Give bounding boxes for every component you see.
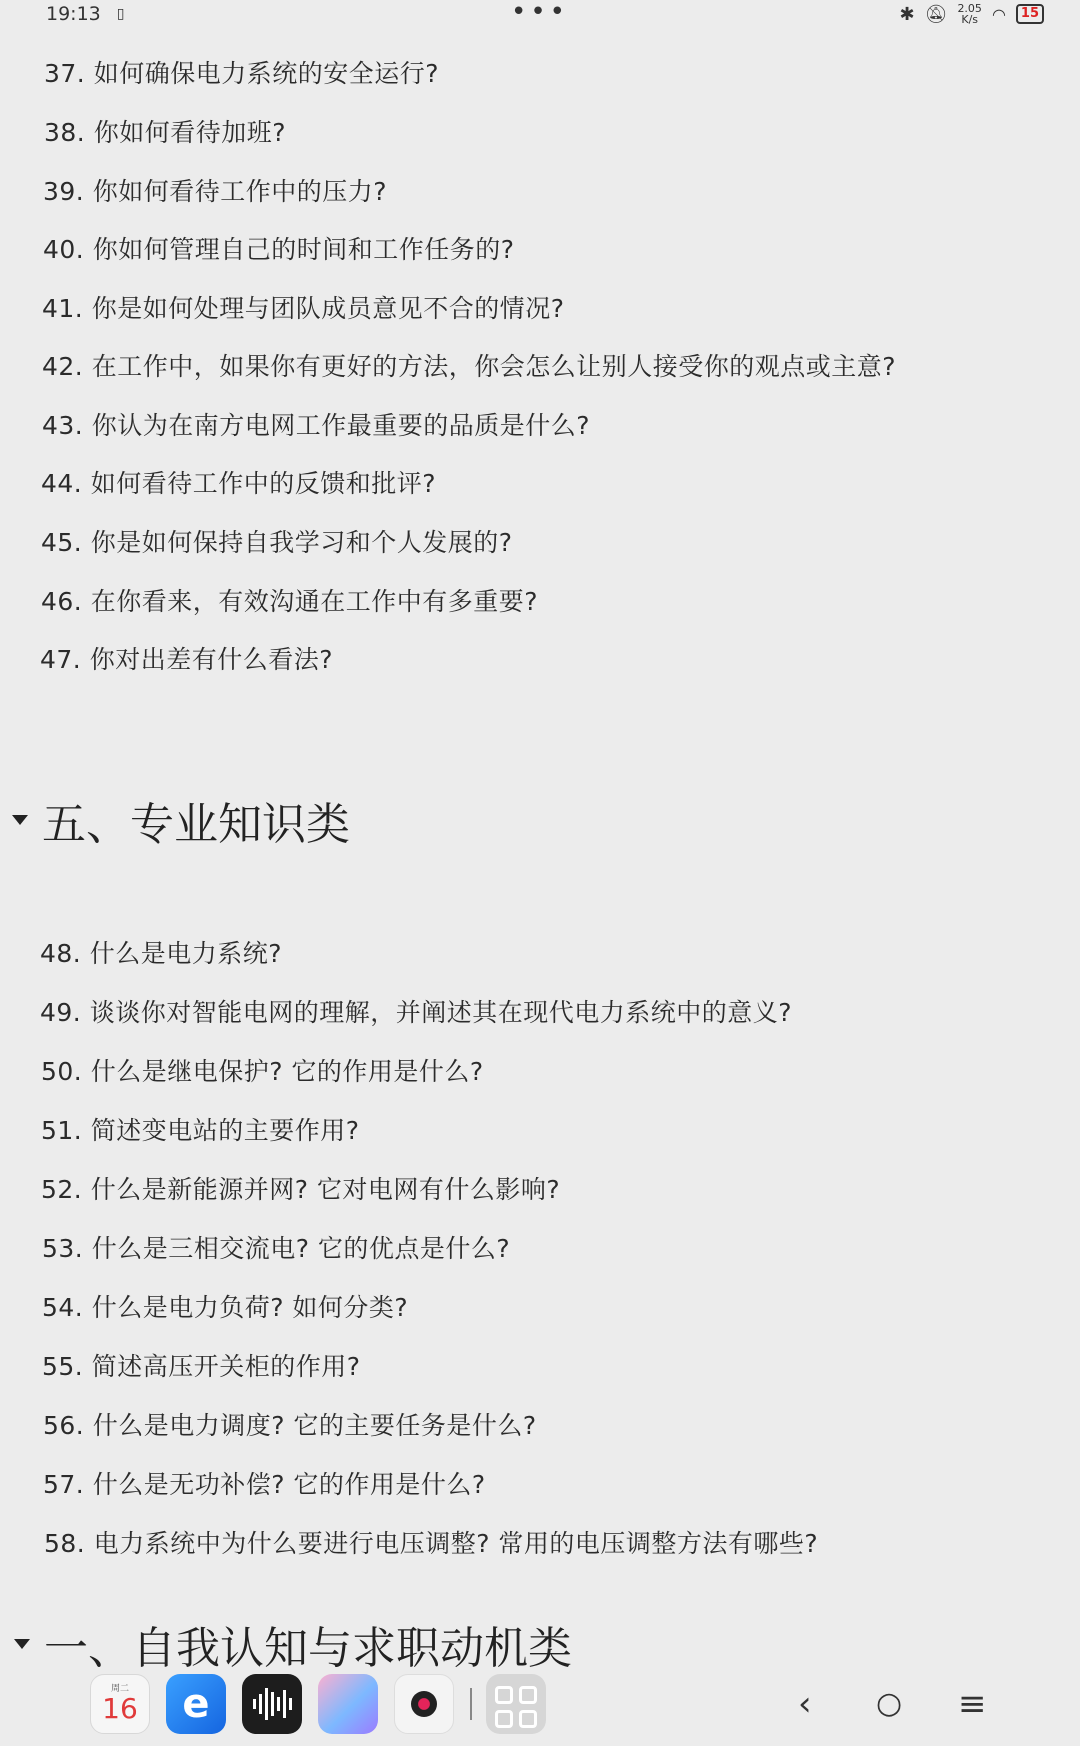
status-left bbox=[46, 3, 124, 25]
list-item: 38. 你如何看待加班? bbox=[44, 118, 286, 147]
list-item: 47. 你对出差有什么看法? bbox=[40, 645, 333, 674]
mute-bell-icon: 🔕︎ bbox=[924, 3, 948, 25]
recents-menu-icon[interactable]: ≡ bbox=[958, 1684, 987, 1724]
calendar-date: 16 bbox=[102, 1692, 138, 1725]
grid-cell bbox=[519, 1686, 537, 1704]
list-item: 51. 简述变电站的主要作用? bbox=[41, 1116, 360, 1145]
list-item: 56. 什么是电力调度? 它的主要任务是什么? bbox=[43, 1411, 537, 1440]
grid-cell bbox=[519, 1710, 537, 1728]
list-item: 39. 你如何看待工作中的压力? bbox=[43, 177, 387, 206]
list-item: 55. 简述高压开关柜的作用? bbox=[42, 1352, 361, 1381]
collapse-triangle-icon[interactable] bbox=[12, 815, 28, 825]
speed-unit: K/s bbox=[961, 13, 979, 26]
list-item: 50. 什么是继电保护? 它的作用是什么? bbox=[41, 1057, 484, 1086]
camera-app-icon[interactable] bbox=[394, 1674, 454, 1734]
list-item: 48. 什么是电力系统? bbox=[40, 939, 282, 968]
list-item: 41. 你是如何处理与团队成员意见不合的情况? bbox=[42, 294, 565, 323]
collapse-triangle-icon[interactable] bbox=[14, 1639, 30, 1649]
list-item: 57. 什么是无功补偿? 它的作用是什么? bbox=[43, 1470, 486, 1499]
grid-cell bbox=[495, 1710, 513, 1728]
more-dots-icon[interactable]: ••• bbox=[510, 0, 570, 27]
speed-value: 2.05 bbox=[957, 2, 982, 15]
calendar-weekday: 周二 bbox=[110, 1684, 129, 1694]
list-item: 40. 你如何管理自己的时间和工作任务的? bbox=[43, 235, 515, 264]
calendar-app-icon[interactable] bbox=[90, 1674, 150, 1734]
status-bar bbox=[0, 0, 1080, 28]
list-item: 49. 谈谈你对智能电网的理解，并阐述其在现代电力系统中的意义? bbox=[40, 998, 792, 1027]
list-item: 45. 你是如何保持自我学习和个人发展的? bbox=[41, 528, 513, 557]
voice-recorder-app-icon[interactable] bbox=[242, 1674, 302, 1734]
list-item: 54. 什么是电力负荷? 如何分类? bbox=[42, 1293, 409, 1322]
browser-glyph: e bbox=[182, 1681, 210, 1727]
home-icon[interactable]: ○ bbox=[876, 1686, 903, 1721]
notification-icon: ▯ bbox=[116, 6, 125, 22]
list-item: 52. 什么是新能源并网? 它对电网有什么影响? bbox=[41, 1175, 561, 1204]
status-right bbox=[899, 3, 1044, 25]
status-time: 19:13 bbox=[46, 3, 101, 25]
list-item: 46. 在你看来，有效沟通在工作中有多重要? bbox=[41, 587, 538, 616]
gallery-app-icon[interactable] bbox=[318, 1674, 378, 1734]
section-heading-professional[interactable] bbox=[12, 788, 350, 852]
list-item: 43. 你认为在南方电网工作最重要的品质是什么? bbox=[42, 411, 590, 440]
section-title: 五、专业知识类 bbox=[42, 799, 350, 850]
app-drawer-icon[interactable] bbox=[486, 1674, 546, 1734]
dock bbox=[0, 1666, 1080, 1746]
list-item: 53. 什么是三相交流电? 它的优点是什么? bbox=[42, 1234, 511, 1263]
camera-lens-icon bbox=[411, 1691, 437, 1717]
browser-app-icon[interactable] bbox=[166, 1674, 226, 1734]
list-item: 37. 如何确保电力系统的安全运行? bbox=[44, 59, 439, 88]
dock-divider bbox=[470, 1688, 472, 1720]
grid-cell bbox=[495, 1686, 513, 1704]
bluetooth-icon: ✱ bbox=[899, 3, 915, 25]
list-item: 58. 电力系统中为什么要进行电压调整? 常用的电压调整方法有哪些? bbox=[44, 1529, 819, 1558]
back-icon[interactable]: ‹ bbox=[798, 1684, 812, 1724]
network-speed bbox=[957, 3, 982, 25]
list-item: 44. 如何看待工作中的反馈和批评? bbox=[41, 469, 436, 498]
battery-indicator: 15 bbox=[1016, 4, 1044, 24]
wifi-icon: ◠ bbox=[991, 4, 1006, 24]
list-item: 42. 在工作中，如果你有更好的方法，你会怎么让别人接受你的观点或主意? bbox=[42, 352, 896, 381]
waveform-icon bbox=[253, 1688, 292, 1720]
section-title: 一、自我认知与求职动机类 bbox=[44, 1623, 572, 1674]
